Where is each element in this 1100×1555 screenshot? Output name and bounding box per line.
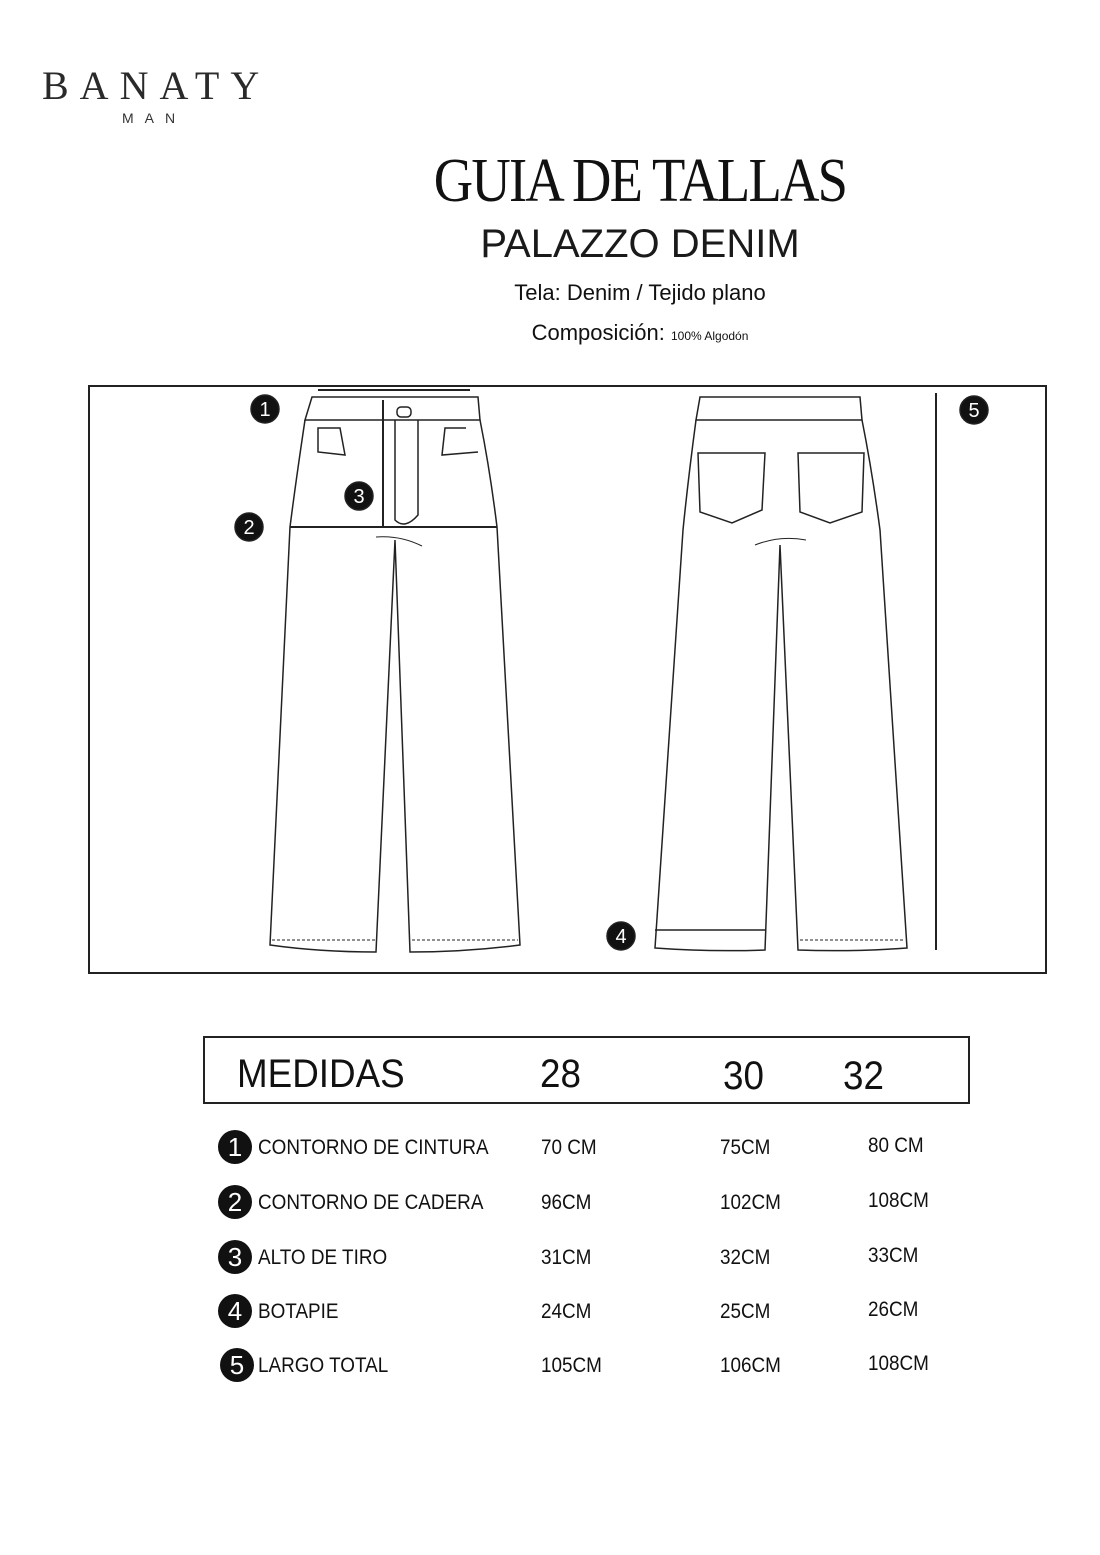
value-30: 25CM (720, 1300, 771, 1323)
table-row (218, 1294, 978, 1334)
value-28: 31CM (541, 1246, 592, 1269)
size-28: 28 (540, 1052, 581, 1096)
svg-text:3: 3 (353, 486, 365, 508)
size-30: 30 (723, 1054, 764, 1098)
table-row (218, 1185, 978, 1225)
value-32: 26CM (868, 1298, 919, 1321)
marker-2 (235, 513, 263, 541)
brand-logo: BANATY (42, 63, 271, 108)
value-30: 75CM (720, 1136, 771, 1159)
header-medidas: MEDIDAS (237, 1052, 405, 1096)
table-row (218, 1130, 978, 1170)
table-row (220, 1348, 980, 1388)
svg-text:4: 4 (615, 926, 627, 948)
value-32: 108CM (868, 1352, 929, 1375)
marker-4 (607, 922, 635, 950)
row-label: CONTORNO DE CINTURA (258, 1136, 489, 1159)
marker-3 (345, 482, 373, 510)
row-label: LARGO TOTAL (258, 1354, 389, 1377)
svg-text:2: 2 (243, 517, 255, 539)
table-row (218, 1240, 978, 1280)
svg-text:5: 5 (968, 400, 980, 422)
row-number-badge: 4 (218, 1294, 252, 1328)
value-28: 24CM (541, 1300, 592, 1323)
front-pants-drawing (270, 390, 520, 952)
value-30: 102CM (720, 1191, 781, 1214)
value-30: 32CM (720, 1246, 771, 1269)
back-pants-drawing (655, 393, 936, 951)
product-name: PALAZZO DENIM (480, 222, 800, 266)
composition-label: Composición: (531, 320, 665, 345)
row-label: ALTO DE TIRO (258, 1246, 388, 1269)
value-28: 70 CM (541, 1136, 597, 1159)
table-header (203, 1036, 970, 1104)
row-label: BOTAPIE (258, 1300, 339, 1323)
marker-5 (960, 396, 988, 424)
row-number-badge: 5 (220, 1348, 254, 1382)
value-30: 106CM (720, 1354, 781, 1377)
row-number-badge: 1 (218, 1130, 252, 1164)
brand-sub: MAN (122, 110, 187, 126)
value-32: 108CM (868, 1189, 929, 1212)
svg-text:1: 1 (259, 399, 271, 421)
marker-1 (251, 395, 279, 423)
fabric-info: Tela: Denim / Tejido plano (514, 280, 766, 305)
row-number-badge: 2 (218, 1185, 252, 1219)
value-28: 105CM (541, 1354, 602, 1377)
composition-value: 100% Algodón (671, 329, 749, 343)
size-32: 32 (843, 1054, 884, 1098)
row-number-badge: 3 (218, 1240, 252, 1274)
value-28: 96CM (541, 1191, 592, 1214)
row-label: CONTORNO DE CADERA (258, 1191, 484, 1214)
value-32: 33CM (868, 1244, 919, 1267)
page-title: GUIA DE TALLAS (433, 147, 847, 215)
value-32: 80 CM (868, 1134, 924, 1157)
